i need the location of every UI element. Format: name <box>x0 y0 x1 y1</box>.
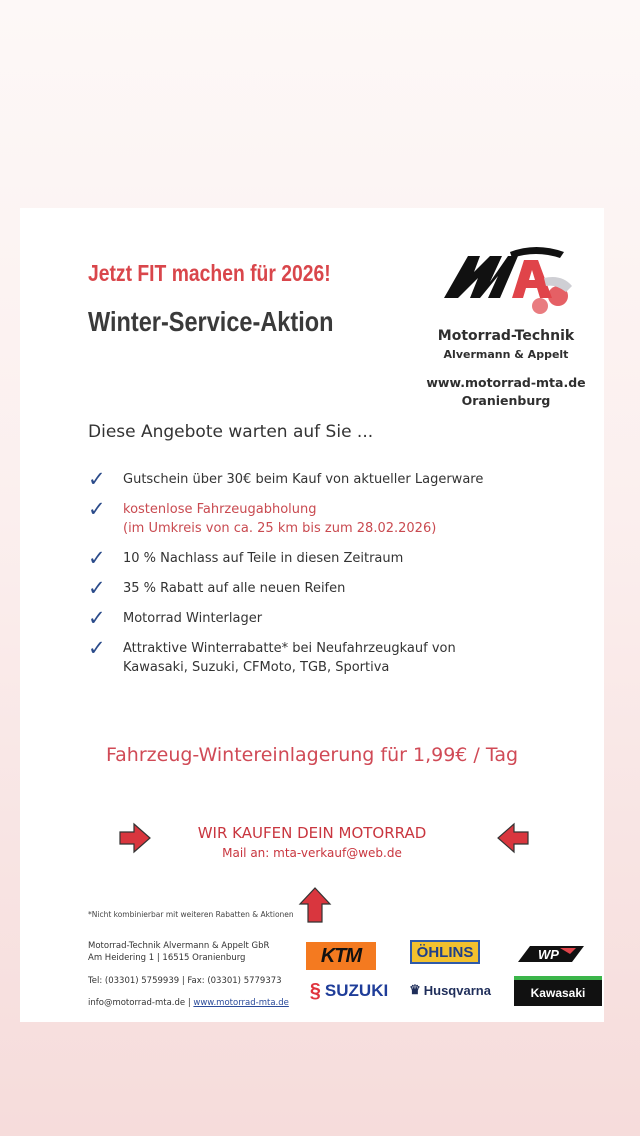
footer-street: Am Heidering 1 | 16515 Oranienburg <box>88 953 246 963</box>
suzuki-s-icon: § <box>309 979 321 1002</box>
offer-text <box>123 500 436 538</box>
arrow-left-icon <box>496 822 530 854</box>
footer-phone: Tel: (03301) 5759939 | Fax: (03301) 5779373 <box>88 976 282 986</box>
husqvarna-logo <box>410 978 490 1002</box>
footer-address <box>88 940 269 964</box>
storage-offer: Fahrzeug-Wintereinlagerung für 1,99€ / Tag <box>105 744 519 766</box>
company-name-line2: Alvermann & Appelt <box>443 348 569 361</box>
footer-contact <box>88 998 289 1008</box>
offer-list <box>88 467 568 688</box>
company-name <box>418 328 594 361</box>
offer-text <box>123 639 456 677</box>
company-name-line1: Motorrad-Technik <box>437 328 575 344</box>
mta-logo <box>440 238 580 320</box>
logo-moto-icon <box>444 247 572 314</box>
offer-item <box>88 497 568 538</box>
check-icon: ✓ <box>88 576 106 600</box>
offer-text-line2: (im Umkreis von ca. 25 km bis zum 28.02.2026) <box>123 521 437 536</box>
offer-text: Motorrad Winterlager <box>123 611 263 626</box>
company-city: Oranienburg <box>461 393 551 408</box>
offer-item <box>88 636 568 677</box>
offer-text: 10 % Nachlass auf Teile in diesen Zeitraum <box>123 551 404 566</box>
company-website[interactable]: www.motorrad-mta.de <box>426 375 586 390</box>
wp-logo <box>514 942 588 966</box>
offer-item <box>88 546 568 570</box>
footer-company: Motorrad-Technik Alvermann & Appelt GbR <box>88 941 270 951</box>
offer-text-line2: Kawasaki, Suzuki, CFMoto, TGB, Sportiva <box>123 660 390 675</box>
footer-email[interactable]: info@motorrad-mta.de <box>88 998 186 1008</box>
buy-title: WIR KAUFEN DEIN MOTORRAD <box>197 824 427 842</box>
flyer <box>20 208 604 1022</box>
husqvarna-logo-text: Husqvarna <box>423 982 491 998</box>
buy-mail[interactable]: Mail an: mta-verkauf@web.de <box>222 846 402 860</box>
check-icon: ✓ <box>88 606 106 630</box>
offer-text-line1: kostenlose Fahrzeugabholung <box>123 502 317 517</box>
footer-separator: | <box>185 998 194 1008</box>
offer-item <box>88 576 568 600</box>
intro-text: Diese Angebote warten auf Sie ... <box>88 422 374 442</box>
offer-text-line1: Attraktive Winterrabatte* bei Neufahrzeugkauf von <box>123 641 456 656</box>
suzuki-logo-text: SUZUKI <box>324 981 389 1000</box>
offer-item <box>88 467 568 491</box>
check-icon: ✓ <box>88 546 106 570</box>
headline-fit: Jetzt FIT machen für 2026! <box>88 260 331 286</box>
check-icon: ✓ <box>88 467 106 491</box>
kawasaki-logo: Kawasaki <box>514 976 602 1006</box>
company-web-block <box>418 374 594 410</box>
offer-text: 35 % Rabatt auf alle neuen Reifen <box>123 581 346 596</box>
offer-item <box>88 606 568 630</box>
ohlins-logo: ÖHLINS <box>410 940 480 964</box>
ktm-logo: KTM <box>306 942 376 970</box>
check-icon: ✓ <box>88 636 106 660</box>
check-icon: ✓ <box>88 497 106 521</box>
suzuki-logo <box>306 980 392 1002</box>
footnote: *Nicht kombinierbar mit weiteren Rabatten & Aktionen <box>88 910 294 919</box>
footer-website-link[interactable]: www.motorrad-mta.de <box>193 998 289 1008</box>
husqvarna-crown-icon: ♛ <box>409 982 421 997</box>
headline-winter-service: Winter-Service-Aktion <box>88 306 334 337</box>
arrow-up-icon <box>298 886 332 924</box>
wp-logo-text: WP <box>538 947 559 962</box>
offer-text: Gutschein über 30€ beim Kauf von aktueller Lagerware <box>123 472 484 487</box>
